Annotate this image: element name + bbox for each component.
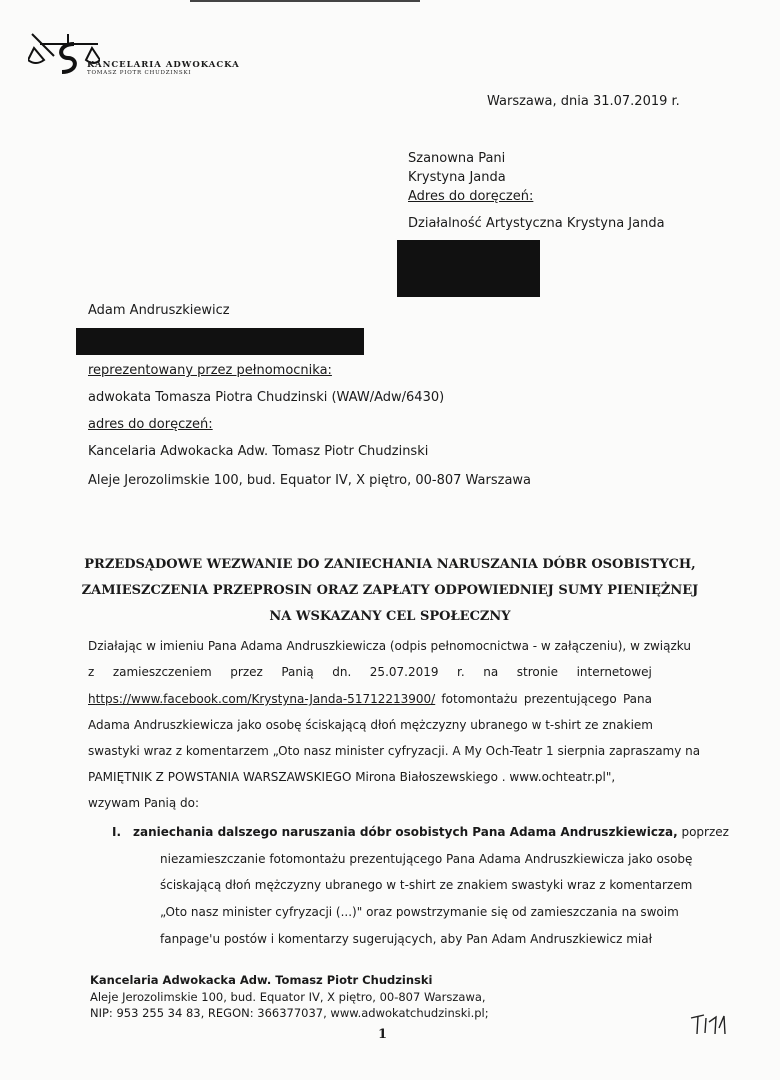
word: r. bbox=[457, 665, 465, 679]
word: aby bbox=[440, 932, 463, 946]
item-line-1 bbox=[133, 825, 729, 839]
body-line-7: wzywam Panią do: bbox=[88, 796, 200, 810]
represented-label: reprezentowany przez pełnomocnika: bbox=[88, 363, 332, 378]
word: na bbox=[483, 665, 499, 679]
firm-subtitle: TOMASZ PIOTR CHUDZINSKI bbox=[87, 70, 192, 76]
item-bold-text: zaniechania dalszego naruszania dóbr osobistych Pana Adama Andruszkiewicza, bbox=[133, 825, 678, 839]
word: Adam bbox=[491, 932, 527, 946]
body-line-5: swastyki wraz z komentarzem „Oto nasz minister cyfryzacji. A My Och-Teatr 1 sierpnia zapraszamy na bbox=[88, 744, 701, 758]
item-number: I. bbox=[112, 825, 122, 839]
scan-edge-line bbox=[190, 0, 420, 2]
document-title-line2: ZAMIESZCZENIA PRZEPROSIN ORAZ ZAPŁATY ODPOWIEDNIEJ SUMY PIENIĘŻNEJ bbox=[81, 583, 699, 598]
recipient-address-label: Adres do doręczeń: bbox=[408, 189, 534, 204]
handwritten-initials-icon bbox=[688, 1008, 728, 1038]
word: prezentującego bbox=[523, 692, 617, 706]
word: postów bbox=[223, 932, 267, 946]
word: przez bbox=[230, 665, 263, 679]
recipient-salutation: Szanowna Pani bbox=[408, 151, 506, 166]
word: 25.07.2019 bbox=[369, 665, 439, 679]
footer-address: Aleje Jerozolimskie 100, bud. Equator IV, X piętro, 00-807 Warszawa, bbox=[90, 990, 486, 1004]
word: fotomontażu bbox=[441, 692, 518, 706]
footer-ids: NIP: 953 255 34 83, REGON: 366377037, www.adwokatchudzinski.pl; bbox=[90, 1006, 489, 1020]
word: internetowej bbox=[576, 665, 652, 679]
word: z bbox=[88, 665, 95, 679]
recipient-name: Krystyna Janda bbox=[408, 170, 506, 185]
body-line-4: Adama Andruszkiewicza jako osobę ściskającą dłoń mężczyzny ubranego w t-shirt ze znakiem bbox=[88, 718, 653, 732]
sender-address-label: adres do doręczeń: bbox=[88, 417, 213, 432]
item-line-4: „Oto nasz minister cyfryzacji (...)" oraz powstrzymanie się od zamieszczania na swoim bbox=[160, 905, 679, 919]
recipient-organization: Działalność Artystyczna Krystyna Janda bbox=[408, 216, 665, 231]
page-number: 1 bbox=[378, 1027, 388, 1042]
item-rest-text: poprzez bbox=[681, 825, 729, 839]
office-name: Kancelaria Adwokacka Adw. Tomasz Piotr Chudzinski bbox=[88, 444, 429, 459]
word: dn. bbox=[332, 665, 352, 679]
body-line-1: Działając w imieniu Pana Adama Andruszkiewicza (odpis pełnomocnictwa - w załączeniu), w związku bbox=[88, 639, 691, 653]
word: zamieszczeniem bbox=[112, 665, 212, 679]
item-line-3: ściskającą dłoń mężczyzny ubranego w t-shirt ze znakiem swastyki wraz z komentarzem bbox=[160, 878, 693, 892]
word: Pan bbox=[466, 932, 488, 946]
word: komentarzy bbox=[277, 932, 349, 946]
word: miał bbox=[626, 932, 652, 946]
redaction-box bbox=[397, 240, 540, 297]
redaction-box bbox=[76, 328, 364, 355]
word: sugerujących, bbox=[352, 932, 437, 946]
document-title-line3: NA WSKAZANY CEL SPOŁECZNY bbox=[269, 609, 511, 624]
item-line-2: niezamieszczanie fotomontażu prezentującego Pana Adama Andruszkiewicza jako osobę bbox=[160, 852, 693, 866]
item-line-5 bbox=[160, 932, 652, 946]
body-line-2 bbox=[88, 665, 652, 679]
footer-firm: Kancelaria Adwokacka Adw. Tomasz Piotr Chudzinski bbox=[90, 973, 433, 987]
word: Panią bbox=[281, 665, 314, 679]
body-line-6: PAMIĘTNIK Z POWSTANIA WARSZAWSKIEGO Mirona Białoszewskiego . www.ochteatr.pl", bbox=[88, 770, 616, 784]
facebook-link[interactable]: https://www.facebook.com/Krystyna-Janda-51712213900/ bbox=[88, 692, 436, 706]
document-title-line1: PRZEDSĄDOWE WEZWANIE DO ZANIECHANIA NARUSZANIA DÓBR OSOBISTYCH, bbox=[84, 557, 696, 572]
word: Andruszkiewicz bbox=[530, 932, 623, 946]
word: Pana bbox=[622, 692, 652, 706]
word: i bbox=[270, 932, 275, 946]
body-line-3 bbox=[88, 692, 652, 706]
office-street: Aleje Jerozolimskie 100, bud. Equator IV, X piętro, 00-807 Warszawa bbox=[88, 473, 532, 488]
firm-name: KANCELARIA ADWOKACKA bbox=[87, 60, 240, 70]
place-date: Warszawa, dnia 31.07.2019 r. bbox=[487, 94, 680, 109]
attorney-name: adwokata Tomasza Piotra Chudzinski (WAW/Adw/6430) bbox=[88, 390, 445, 405]
word: fanpage'u bbox=[160, 932, 221, 946]
word: stronie bbox=[516, 665, 559, 679]
sender-name: Adam Andruszkiewicz bbox=[88, 303, 230, 318]
